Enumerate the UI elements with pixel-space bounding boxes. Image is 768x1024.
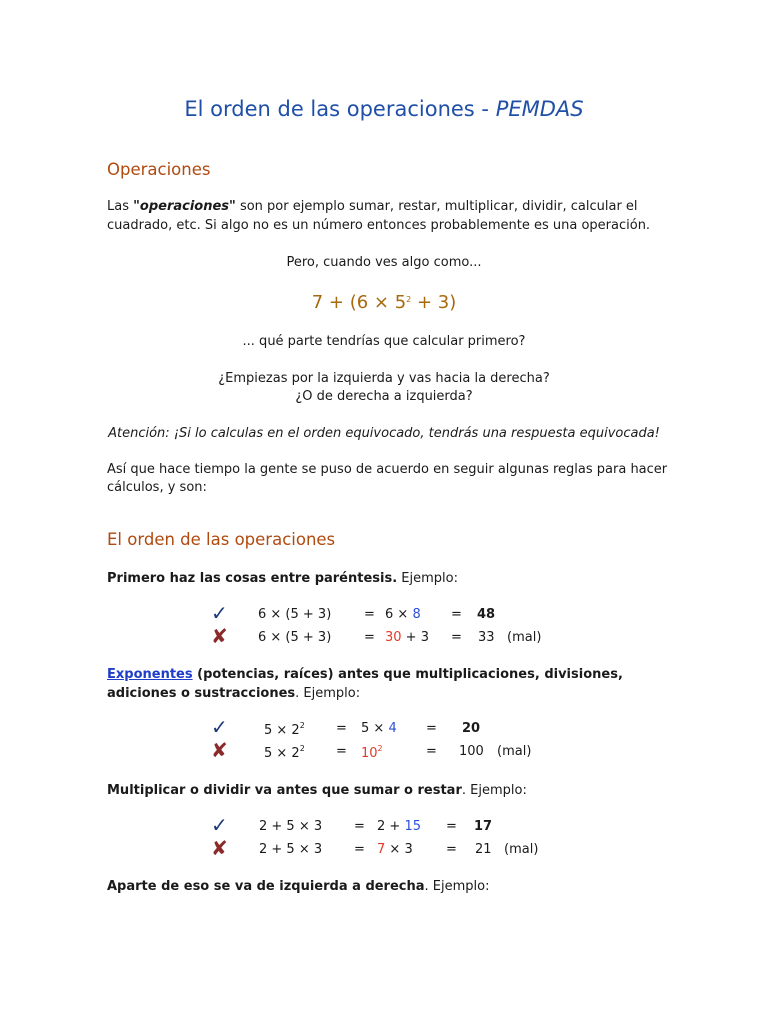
rule-izquierda-bold: Aparte de eso se va de izquierda a derecha xyxy=(107,879,425,894)
rule-exponentes-bold1: (potencias, raíces) antes que multiplicaciones, divisiones, xyxy=(192,667,623,682)
ex1-bad-expr: 6 × (5 + 3) xyxy=(258,630,332,645)
ex3-bad-mid xyxy=(377,842,413,857)
rule-exponentes-bold2: adiciones o sustracciones xyxy=(107,686,296,701)
ex2-bad-expr-base: 5 × 2 xyxy=(264,746,300,761)
title-emph: PEMDAS xyxy=(495,97,584,121)
ex3-ok-result: 17 xyxy=(474,819,493,834)
rule-parentesis-rest: Ejemplo: xyxy=(397,571,458,586)
ex1-ok-mid-hl: 8 xyxy=(412,607,421,622)
rule-parentesis-bold: Primero haz las cosas entre paréntesis. xyxy=(107,571,398,586)
ex1-ok-mid-pre: 6 × xyxy=(385,607,413,622)
ex1-ok-mid xyxy=(385,607,421,622)
ex2-ok-expr xyxy=(264,721,305,738)
ex2-bad-expr xyxy=(264,744,305,761)
rule-exponentes-rest: . Ejemplo: xyxy=(295,686,361,701)
check-icon: ✓ xyxy=(211,715,228,739)
page-title xyxy=(0,97,768,121)
question-2: ¿O de derecha a izquierda? xyxy=(295,389,473,404)
ex3-ok-eq2: = xyxy=(446,819,457,834)
ex1-ok-expr: 6 × (5 + 3) xyxy=(258,607,332,622)
pero-text: Pero, cuando ves algo como... xyxy=(286,255,482,270)
ex3-bad-result: 21 xyxy=(475,842,492,857)
rule-multiplicar-rest: . Ejemplo: xyxy=(461,783,527,798)
ex2-ok-mid-hl: 4 xyxy=(388,721,397,736)
example-expression xyxy=(0,290,768,312)
section-heading-orden: El orden de las operaciones xyxy=(107,530,336,549)
expr-sup: 2 xyxy=(406,295,412,304)
intro-pre: Las xyxy=(107,199,134,214)
check-icon: ✓ xyxy=(211,601,228,625)
ex2-ok-result: 20 xyxy=(462,721,481,736)
rule-exponentes-line-2 xyxy=(107,684,360,703)
ex2-bad-result: 100 xyxy=(459,744,484,759)
ex3-ok-mid-pre: 2 + xyxy=(377,819,405,834)
ex1-ok-eq1: = xyxy=(364,607,375,622)
ex3-bad-note: (mal) xyxy=(504,842,539,857)
question-1: ¿Empiezas por la izquierda y vas hacia la derecha? xyxy=(218,371,550,386)
ex3-ok-expr: 2 + 5 × 3 xyxy=(259,819,323,834)
section-heading-operaciones: Operaciones xyxy=(107,160,211,179)
ex3-bad-mid-hl: 7 xyxy=(377,842,386,857)
ex2-ok-mid xyxy=(361,721,397,736)
ex1-bad-result: 33 xyxy=(478,630,495,645)
intro-rest: son por ejemplo sumar, restar, multiplicar, dividir, calcular el xyxy=(235,199,638,214)
ex1-bad-mid-post: + 3 xyxy=(401,630,429,645)
ex3-bad-eq1: = xyxy=(354,842,365,857)
ex2-bad-mid xyxy=(361,744,383,761)
check-icon: ✓ xyxy=(211,813,228,837)
expr-part-b: + 3) xyxy=(411,292,457,313)
cross-icon: ✘ xyxy=(211,624,228,648)
ex1-bad-eq2: = xyxy=(451,630,462,645)
ex3-ok-eq1: = xyxy=(354,819,365,834)
expr-part-a: 7 + (6 × 5 xyxy=(311,292,407,313)
exponentes-link[interactable]: Exponentes xyxy=(107,667,193,682)
intro-line-2: cuadrado, etc. Si algo no es un número entonces probablemente es una operación. xyxy=(107,218,651,233)
ex1-bad-note: (mal) xyxy=(507,630,542,645)
ex2-bad-eq2: = xyxy=(426,744,437,759)
ex1-bad-eq1: = xyxy=(364,630,375,645)
ex2-ok-expr-base: 5 × 2 xyxy=(264,723,300,738)
que-parte-text: ... qué parte tendrías que calcular primero? xyxy=(242,334,526,349)
rule-izquierda-rest: . Ejemplo: xyxy=(424,879,490,894)
intro-bold: "operaciones" xyxy=(133,199,236,214)
cross-icon: ✘ xyxy=(211,836,228,860)
rule-multiplicar-bold: Multiplicar o dividir va antes que sumar o restar xyxy=(107,783,462,798)
asi-line-2: cálculos, y son: xyxy=(107,480,207,495)
ex2-bad-eq1: = xyxy=(336,744,347,759)
ex2-ok-eq1: = xyxy=(336,721,347,736)
ex1-ok-result: 48 xyxy=(477,607,496,622)
rule-exponentes-line-1 xyxy=(107,665,623,684)
ex3-bad-mid-post: × 3 xyxy=(385,842,413,857)
ex2-ok-mid-pre: 5 × xyxy=(361,721,389,736)
rule-izquierda-derecha xyxy=(107,877,489,896)
ex3-bad-eq2: = xyxy=(446,842,457,857)
atencion-note: Atención: ¡Si lo calculas en el orden equivocado, tendrás una respuesta equivocada! xyxy=(108,426,660,441)
ex2-ok-eq2: = xyxy=(426,721,437,736)
ex1-ok-eq2: = xyxy=(451,607,462,622)
ex2-bad-expr-sup: 2 xyxy=(299,744,305,753)
ex3-bad-expr: 2 + 5 × 3 xyxy=(259,842,323,857)
title-main: El orden de las operaciones - xyxy=(184,97,496,121)
ex1-bad-mid xyxy=(385,630,429,645)
ex3-ok-mid xyxy=(377,819,421,834)
cross-icon: ✘ xyxy=(211,738,228,762)
intro-line-1 xyxy=(107,197,638,216)
ex2-ok-expr-sup: 2 xyxy=(299,721,305,730)
ex1-bad-mid-hl: 30 xyxy=(385,630,402,645)
asi-line-1: Así que hace tiempo la gente se puso de acuerdo en seguir algunas reglas para hacer xyxy=(107,462,668,477)
ex2-bad-note: (mal) xyxy=(497,744,532,759)
rule-parentesis xyxy=(107,569,458,588)
ex2-bad-mid-hl: 10 xyxy=(361,746,378,761)
ex2-bad-mid-sup: 2 xyxy=(377,744,383,753)
ex3-ok-mid-hl: 15 xyxy=(404,819,421,834)
rule-multiplicar xyxy=(107,781,527,800)
